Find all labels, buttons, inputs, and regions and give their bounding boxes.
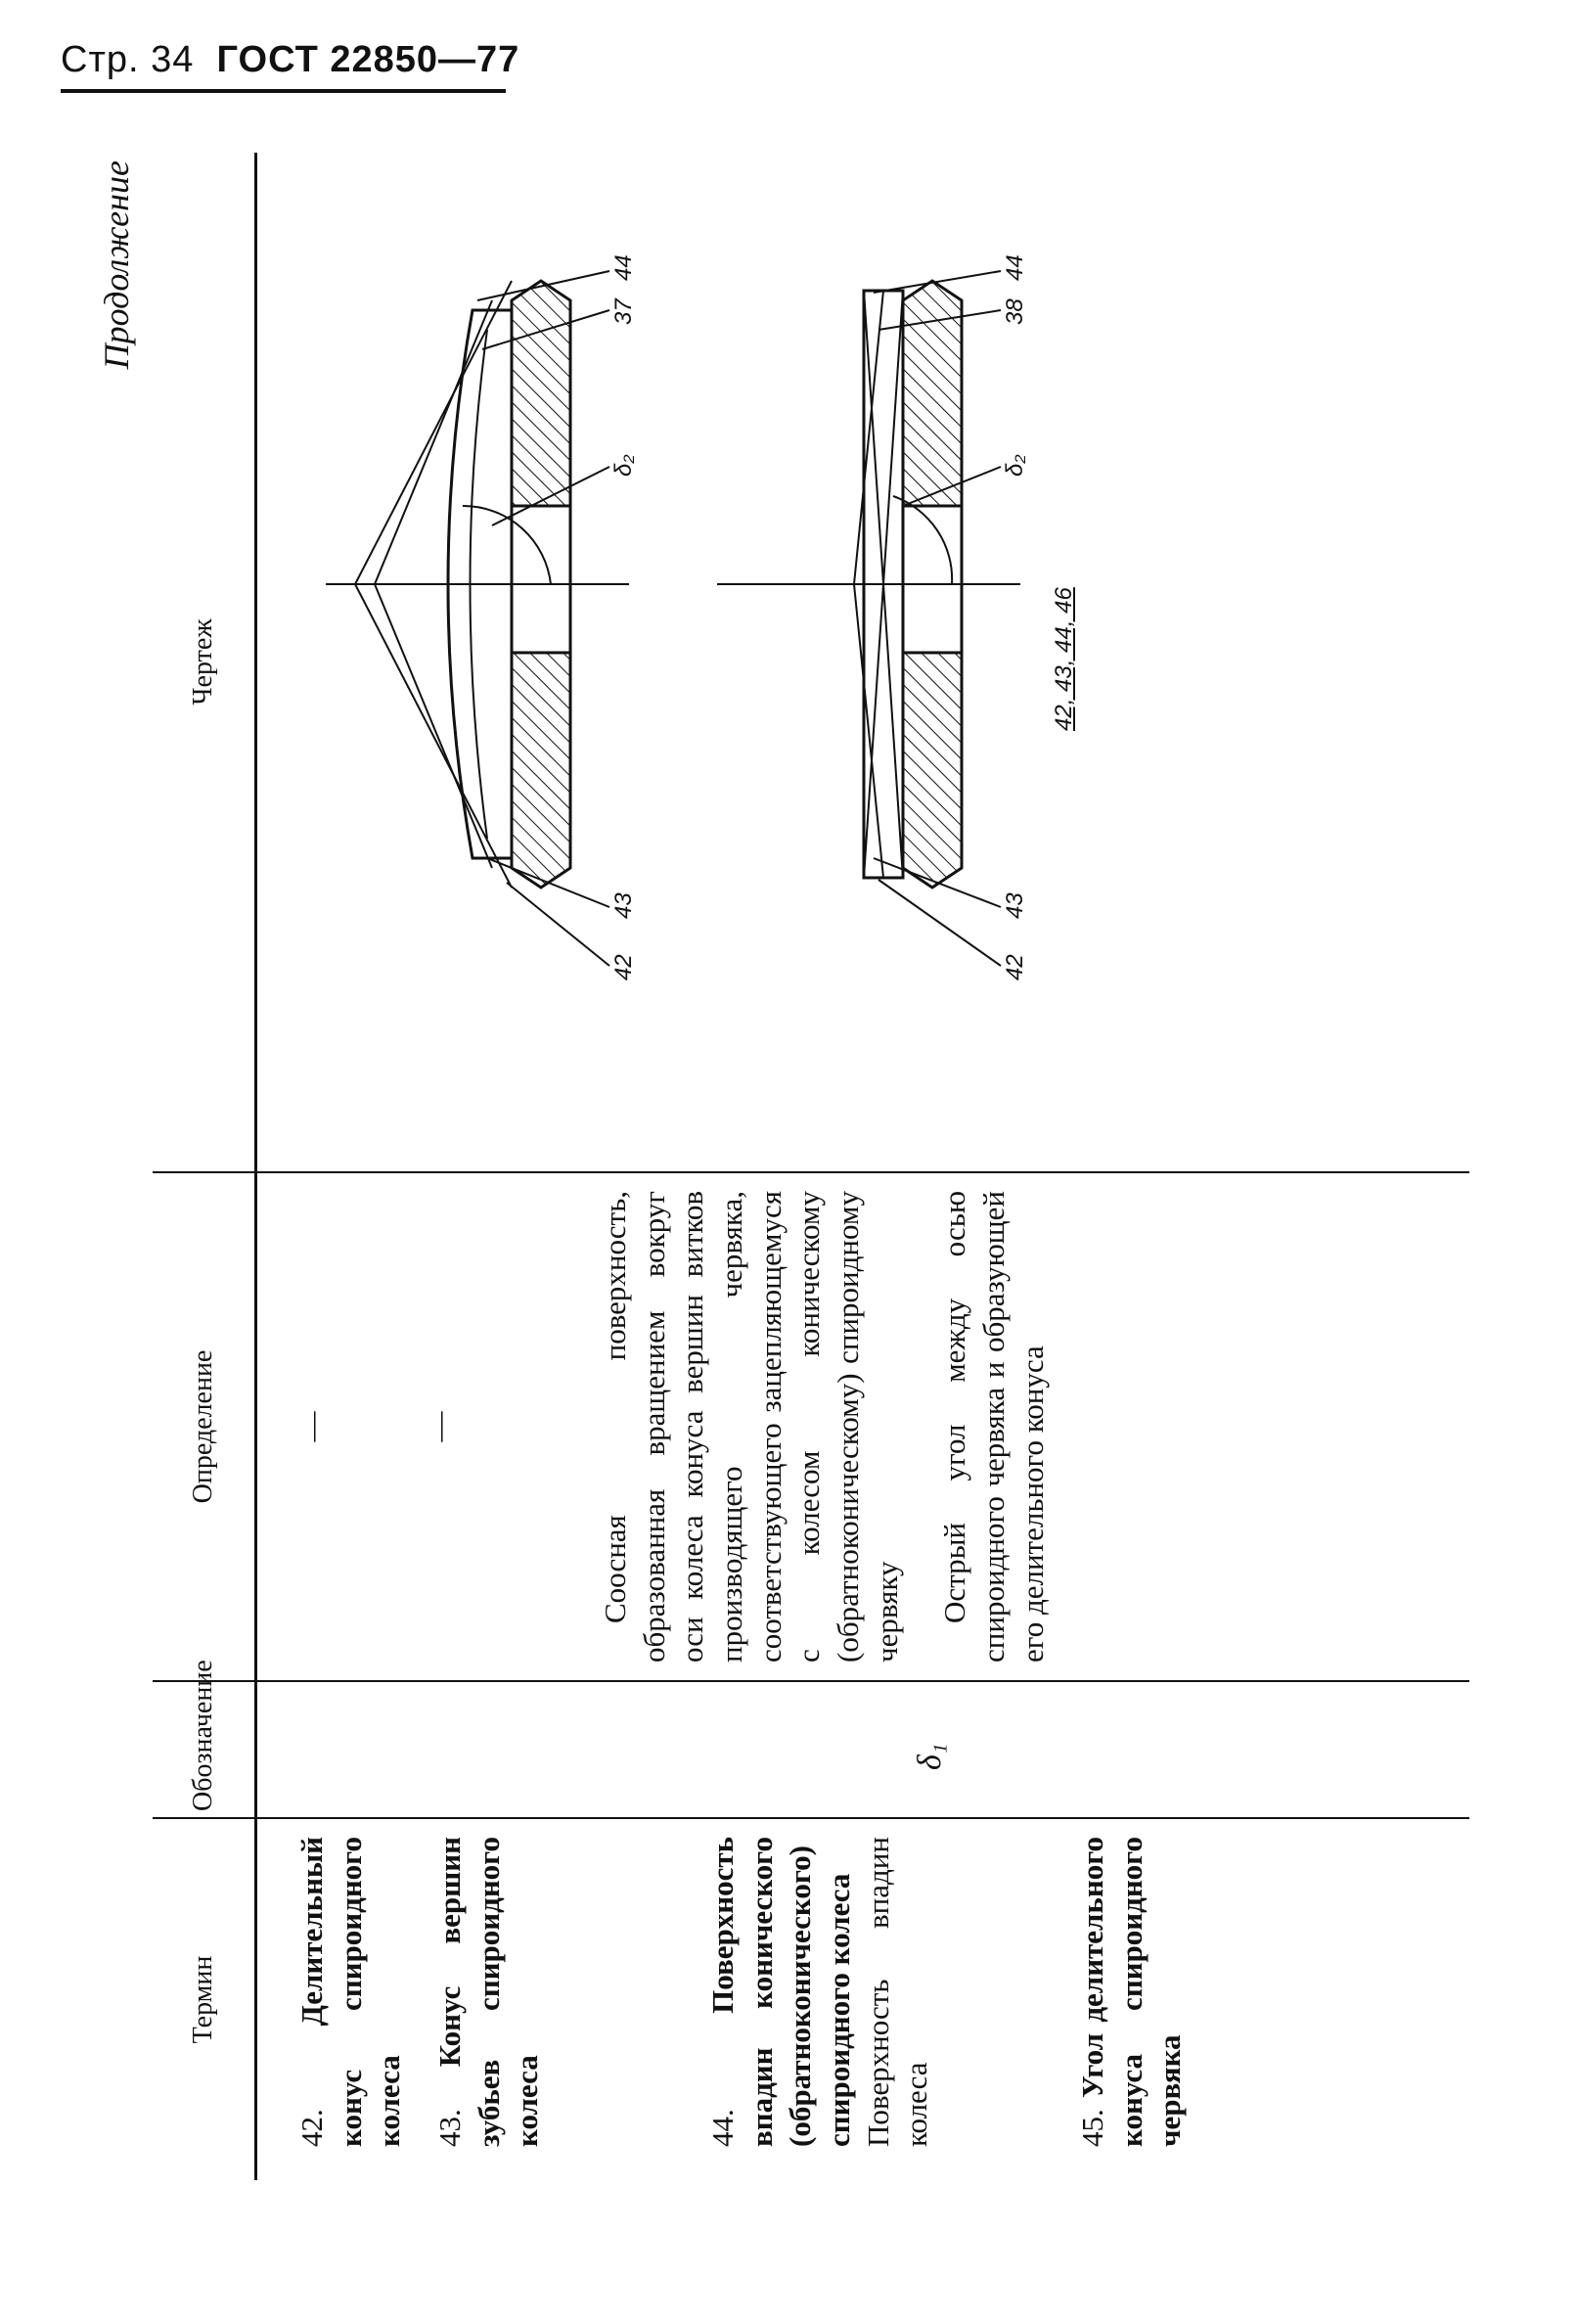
continuation-label: Продолжение (97, 160, 136, 370)
term-44 (703, 1837, 936, 2147)
symbol-delta-1: δ₁ (912, 1743, 948, 1770)
wheel-cross-section-2 (707, 251, 1030, 1054)
symbol-cell (256, 1681, 1469, 1818)
term-synonym: Поверхность впадин колеса (860, 1837, 934, 2147)
term-cell (256, 1818, 1469, 2180)
term-43 (430, 1837, 547, 2147)
column-header-term: Термин (153, 1818, 256, 2180)
term-42 (293, 1837, 409, 2147)
term-number: 44. (705, 2109, 741, 2147)
term-name: Конус вершин зубьев спироидного колеса (432, 1837, 545, 2147)
header-text (61, 39, 520, 81)
term-name: Поверхность впадин конического (обратноконического) спироидного колеса (705, 1837, 857, 2147)
term-number: 43. (432, 2109, 468, 2147)
table-row (256, 153, 1469, 2180)
label-43: 43 (610, 892, 637, 919)
label-44: 44 (1002, 254, 1028, 281)
label-angle-delta-2: δ₂ (610, 454, 637, 477)
label-43: 43 (1002, 892, 1028, 919)
header-rule (61, 89, 506, 93)
label-42: 42 (610, 954, 637, 980)
drawing-wheel-cone-38 (707, 251, 1077, 1054)
table-header-row (153, 153, 256, 2180)
label-38: 38 (1002, 298, 1028, 325)
label-angle-delta-2: δ₂ (1002, 454, 1028, 477)
standard-code: ГОСТ 22850—77 (216, 39, 520, 80)
term-name: Делительный конус спироидного колеса (294, 1837, 407, 2147)
label-44: 44 (610, 254, 637, 281)
term-number: 42. (294, 2109, 329, 2147)
wheel-cross-section-1 (316, 251, 639, 1054)
drawing-cell (256, 153, 1469, 1172)
column-header-symbol: Обозначение (153, 1681, 256, 1818)
term-name: Угол делительного конуса спироидного червяка (1075, 1837, 1188, 2147)
term-45 (1073, 1837, 1190, 2147)
terms-table (153, 153, 1469, 2180)
definition-45: Острый угол между осью спироидного червяка и образующей его делительного конуса (937, 1191, 1050, 1663)
definition-44: Соосная поверхность, образованная вращением вокруг оси колеса конуса вершин витков производящего червяка, соответствующего зацепляющемуся с колесом коническому (обратноконическому) спироидному червяку (598, 1191, 904, 1663)
definition-dash-43: — (422, 1411, 456, 1442)
page-number: Стр. 34 (61, 39, 195, 80)
rotated-page-content (94, 153, 1448, 2180)
term-number: 45. (1075, 2109, 1110, 2147)
label-42: 42 (1002, 954, 1028, 980)
page-header (61, 39, 520, 93)
column-header-drawing: Чертеж (153, 153, 256, 1172)
column-header-definition: Определение (153, 1172, 256, 1681)
drawing-caption: 42, 43, 44, 46 (1051, 587, 1077, 731)
definition-dash-42: — (294, 1411, 329, 1442)
drawing-wheel-cone-37 (316, 251, 639, 1054)
definition-cell (256, 1172, 1469, 1681)
label-37: 37 (610, 298, 637, 325)
